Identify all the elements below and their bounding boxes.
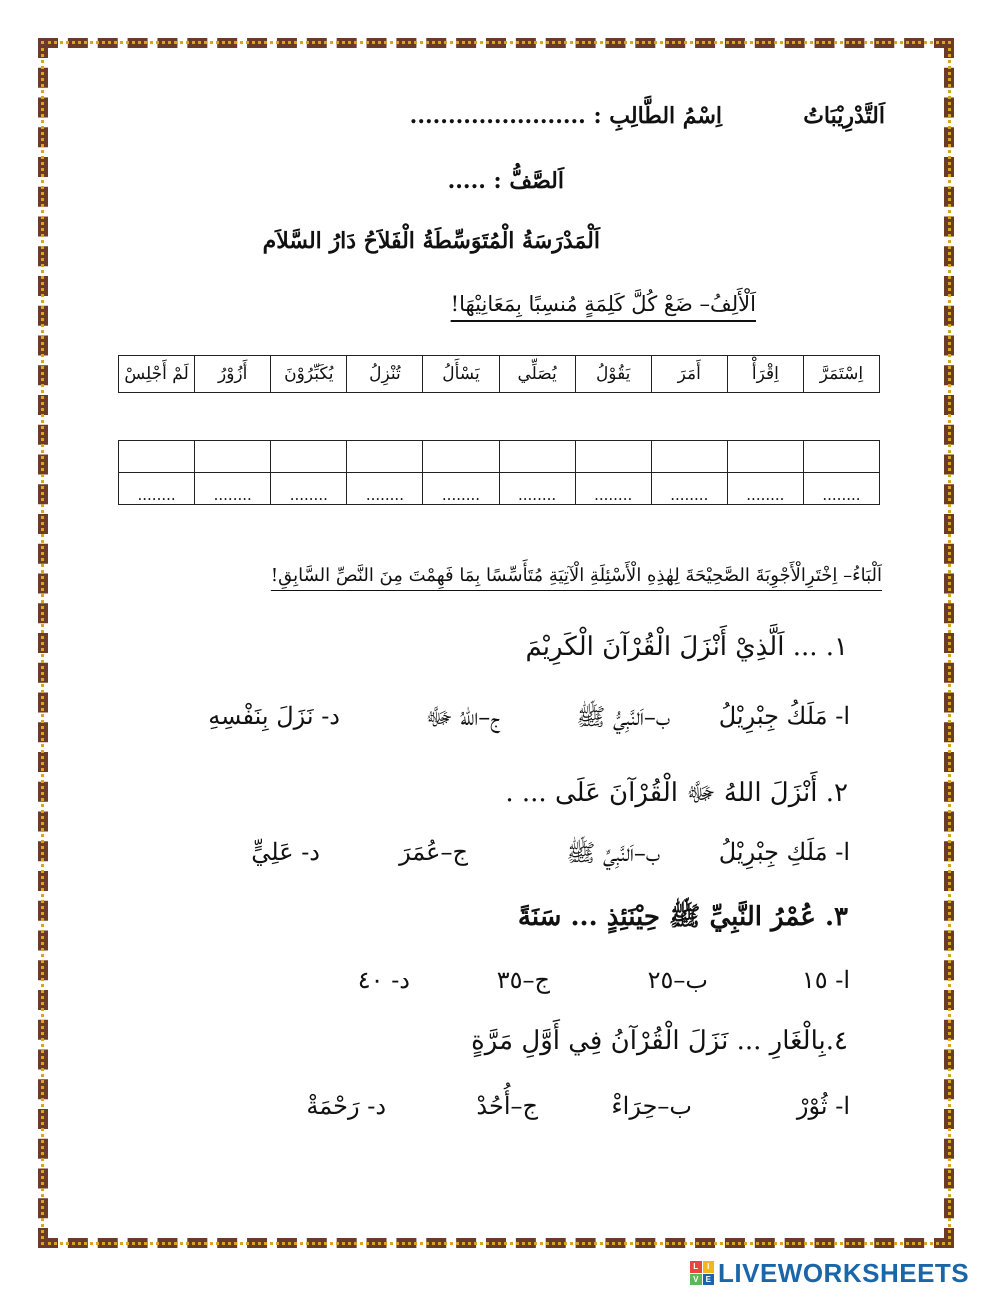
q2-option-d[interactable]: د- عَلِيٍّ — [251, 838, 320, 866]
word-cell: يَسْأَلُ — [423, 356, 499, 393]
word-bank-table — [118, 355, 880, 393]
answer-input-cell[interactable] — [119, 441, 195, 473]
blank-dots: ........ — [803, 473, 879, 505]
answer-input-cell[interactable] — [423, 441, 499, 473]
q3-option-c[interactable]: ج–٣٥ — [496, 966, 550, 994]
q2-option-a[interactable]: ا- مَلَكِ جِبْرِيْلُ — [718, 838, 850, 866]
answer-input-cell[interactable] — [575, 441, 651, 473]
logo-letter: I — [703, 1261, 715, 1273]
blank-dots: ........ — [347, 473, 423, 505]
word-cell: يُصَلِّي — [499, 356, 575, 393]
q3-option-a[interactable]: ا- ١٥ — [801, 966, 850, 994]
section-b-title: اَلْبَاءُ– اِخْتَرِالْأَجْوِبَةَ الصَّحِيْحَةَ لِهٰذِهِ الْأَسْئِلَةِ الْآتِيَةِ مُتَأَسِّسًا بِمَا فَهِمْتَ مِنَ النَّصِّ السَّابِقِ! — [270, 565, 882, 586]
q4-option-d[interactable]: د- رَحْمَةْ — [306, 1092, 386, 1120]
word-cell: لَمْ أَجْلِسْ — [119, 356, 195, 393]
question-3: ٣. عُمْرُ النَّبِيِّ ﷺ حِيْنَئِذٍ ... سَنَةً — [517, 902, 848, 932]
section-a-title: اَلْأَلِفُ– ضَعْ كُلَّ كَلِمَةٍ مُنسِبًا بِمَعَانِيْهَا! — [450, 292, 756, 316]
answer-input-cell[interactable] — [727, 441, 803, 473]
question-4: ٤.بِالْغَارِ ... نَزَلَ الْقُرْآنُ فِي أَوَّلِ مَرَّةٍ — [471, 1026, 848, 1056]
word-cell: أَمَرَ — [651, 356, 727, 393]
blank-dots: ........ — [423, 473, 499, 505]
word-cell: اِقْرَأْ — [727, 356, 803, 393]
q3-option-d[interactable]: د- ٤٠ — [357, 966, 410, 994]
word-cell: تُنْزِلُ — [347, 356, 423, 393]
blank-dots: ........ — [575, 473, 651, 505]
logo-letter: E — [703, 1274, 715, 1286]
answer-input-cell[interactable] — [195, 441, 271, 473]
answer-input-cell[interactable] — [499, 441, 575, 473]
brand-name[interactable]: LIVEWORKSHEETS — [718, 1257, 970, 1288]
blank-dots: ........ — [499, 473, 575, 505]
q1-option-b[interactable]: ب–اَلنَّبِيُّ ﷺ — [576, 703, 670, 731]
answer-input-cell[interactable] — [803, 441, 879, 473]
q4-option-c[interactable]: ج–أُحُدْ — [476, 1092, 538, 1120]
q1-option-d[interactable]: د- نَزَلَ بِنَفْسِهِ — [208, 702, 340, 730]
word-cell: أَزُوْرُ — [195, 356, 271, 393]
answer-input-cell[interactable] — [347, 441, 423, 473]
word-cell: اِسْتَمَرَّ — [803, 356, 879, 393]
word-cell: يَقُوْلُ — [575, 356, 651, 393]
q2-option-b[interactable]: ب–اَلنَّبِيِّ ﷺ — [566, 839, 660, 867]
exercises-heading: اَلتَّدْرِيْبَاتُ — [803, 103, 885, 129]
q2-option-c[interactable]: ج–عُمَرَ — [399, 838, 468, 866]
blank-dots: ........ — [271, 473, 347, 505]
answer-input-cell[interactable] — [651, 441, 727, 473]
blank-dots: ........ — [195, 473, 271, 505]
student-name-label: اِسْمُ الطَّالِبِ : ....................... — [409, 103, 722, 129]
question-1: ١. ... اَلَّذِيْ أَنْزَلَ الْقُرْآنَ الْكَرِيْمَ — [525, 632, 848, 662]
logo-letter: V — [690, 1274, 702, 1286]
q4-option-b[interactable]: ب–حِرَاءْ — [611, 1092, 692, 1120]
q4-option-a[interactable]: ا- ثُوْرْ — [796, 1092, 850, 1120]
school-name: اَلْمَدْرَسَةُ الْمُتَوَسِّطَةُ الْفَلاَحُ دَارُ السَّلاَم — [262, 228, 600, 254]
logo-letter: L — [690, 1261, 702, 1273]
liveworksheets-footer[interactable] — [690, 1258, 969, 1288]
class-label: اَلصَّفُّ : ..... — [447, 168, 564, 194]
answer-input-cell[interactable] — [271, 441, 347, 473]
q1-option-a[interactable]: ا- مَلَكُ جِبْرِيْلُ — [718, 702, 850, 730]
blank-dots: ........ — [727, 473, 803, 505]
word-cell: يُكَبِّرُوْنَ — [271, 356, 347, 393]
q3-option-b[interactable]: ب–٢٥ — [647, 966, 708, 994]
blank-dots: ........ — [119, 473, 195, 505]
blank-dots: ........ — [651, 473, 727, 505]
question-2: ٢. أَنْزَلَ اللهُ ﷻ الْقُرْآنَ عَلَى ... . — [505, 778, 848, 808]
liveworksheets-logo-icon — [690, 1261, 714, 1285]
answer-table — [118, 440, 880, 505]
q1-option-c[interactable]: ج–اللهُ ﷻ — [425, 703, 500, 731]
